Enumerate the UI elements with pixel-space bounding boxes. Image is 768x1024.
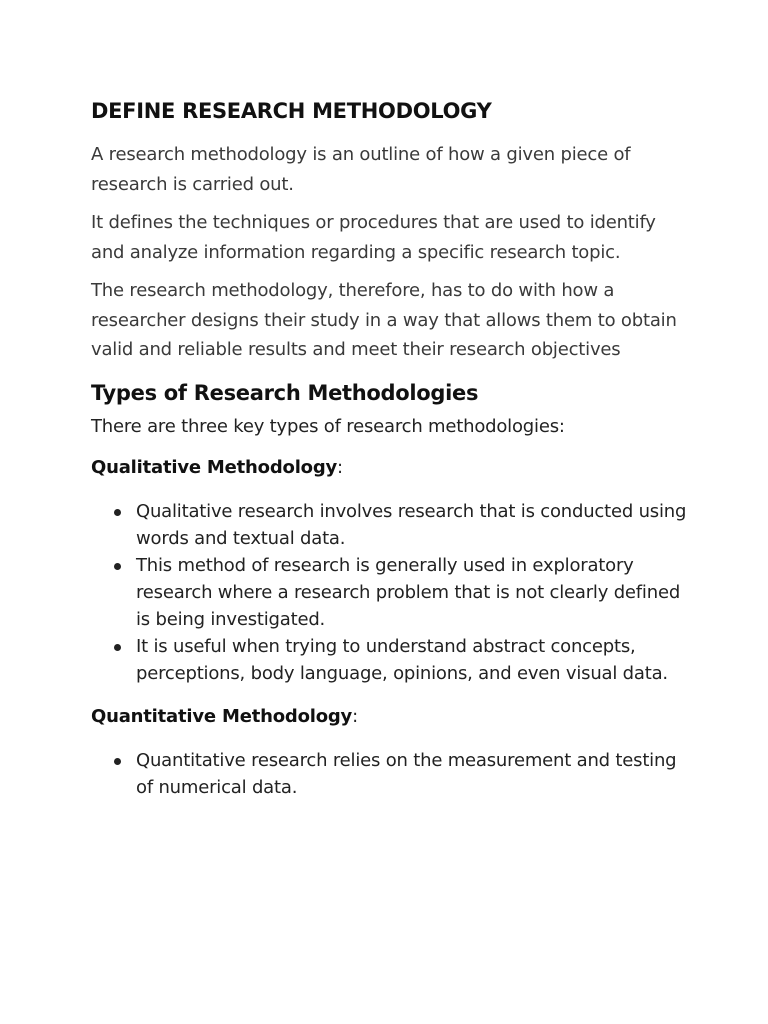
list-item bbox=[91, 498, 691, 552]
definition-section bbox=[91, 140, 691, 365]
quantitative-heading-label: Quantitative Methodology bbox=[91, 705, 353, 727]
bullet-icon bbox=[114, 563, 121, 570]
types-section-intro: There are three key types of research methodologies: bbox=[91, 415, 565, 437]
bullet-icon bbox=[114, 644, 121, 651]
bullet-icon bbox=[114, 509, 121, 516]
document-title: DEFINE RESEARCH METHODOLOGY bbox=[91, 99, 492, 123]
bullet-icon bbox=[114, 758, 121, 765]
list-item bbox=[91, 552, 691, 633]
qualitative-heading bbox=[91, 453, 691, 482]
types-section-heading: Types of Research Methodologies bbox=[91, 380, 479, 405]
quantitative-heading bbox=[91, 702, 691, 731]
qualitative-heading-label: Qualitative Methodology bbox=[91, 456, 338, 478]
definition-paragraph: A research methodology is an outline of how a given piece of research is carried out. bbox=[91, 144, 631, 195]
list-item bbox=[91, 633, 691, 687]
qualitative-heading-colon: : bbox=[337, 456, 343, 478]
definition-paragraph: The research methodology, therefore, has to do with how a researcher designs their study in a way that allows them to obtain valid and reliable results and meet their research objectives bbox=[91, 280, 677, 360]
list-item bbox=[91, 747, 691, 801]
quantitative-bullet-list bbox=[91, 747, 691, 801]
qualitative-bullet-list bbox=[91, 498, 691, 687]
list-item-text: Quantitative research relies on the measurement and testing of numerical data. bbox=[136, 749, 677, 798]
quantitative-heading-colon: : bbox=[352, 705, 358, 727]
list-item-text: This method of research is generally used in exploratory research where a research problem that is not clearly defined is being investigated. bbox=[136, 554, 681, 630]
definition-paragraph: It defines the techniques or procedures that are used to identify and analyze information regarding a specific research topic. bbox=[91, 212, 656, 263]
list-item-text: It is useful when trying to understand abstract concepts, perceptions, body language, opinions, and even visual data. bbox=[136, 635, 668, 684]
list-item-text: Qualitative research involves research that is conducted using words and textual data. bbox=[136, 500, 687, 549]
document-page bbox=[91, 96, 691, 801]
